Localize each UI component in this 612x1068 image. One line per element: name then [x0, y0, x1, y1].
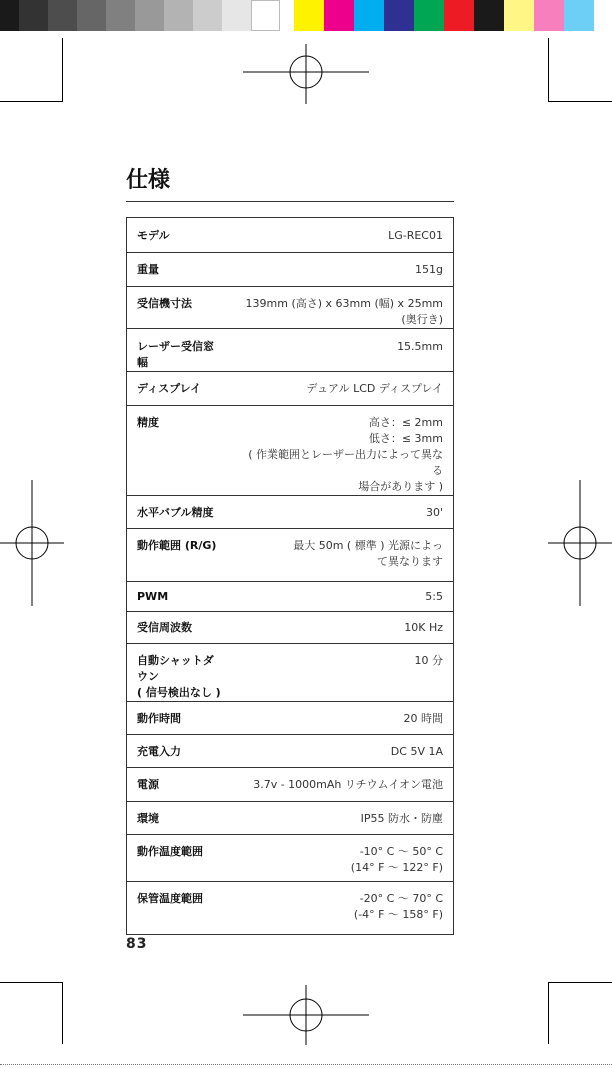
spec-label: ディスプレイ	[127, 372, 232, 406]
spec-row	[127, 329, 454, 372]
spec-value: 20 時間	[231, 702, 453, 735]
crop-mark	[548, 101, 612, 102]
spec-label: 保管温度範囲	[127, 882, 232, 935]
registration-mark-left	[0, 480, 64, 606]
spec-row	[127, 529, 454, 582]
spec-row	[127, 702, 454, 735]
spec-row	[127, 835, 454, 882]
spec-label: 水平バブル精度	[127, 496, 232, 529]
crop-mark	[548, 982, 612, 983]
color-swatch	[354, 0, 384, 31]
color-swatch	[0, 0, 19, 31]
spec-label: モデル	[127, 218, 232, 253]
color-swatch	[294, 0, 324, 31]
spec-row	[127, 218, 454, 253]
spec-row	[127, 802, 454, 835]
spec-value: -10° C ～ 50° C (14° F ～ 122° F)	[231, 835, 453, 882]
page-number: 83	[126, 936, 148, 952]
spec-value: 139mm (高さ) x 63mm (幅) x 25mm (奥行き)	[231, 287, 453, 329]
trim-line	[0, 1064, 612, 1065]
page-title: 仕様	[126, 168, 171, 193]
spec-value: デュアル LCD ディスプレイ	[231, 372, 453, 406]
spec-value: 3.7v - 1000mAh リチウムイオン電池	[231, 768, 453, 802]
spec-label: レーザー受信窓幅	[127, 329, 232, 372]
spec-label: 電源	[127, 768, 232, 802]
color-swatch	[324, 0, 354, 31]
registration-mark-right	[548, 480, 612, 606]
color-swatch	[384, 0, 414, 31]
color-swatch	[251, 0, 280, 31]
color-swatch	[106, 0, 135, 31]
crop-mark	[62, 38, 63, 102]
spec-value: 30'	[231, 496, 453, 529]
spec-table	[126, 217, 454, 935]
color-swatch	[193, 0, 222, 31]
spec-row	[127, 406, 454, 496]
color-swatch	[135, 0, 164, 31]
color-swatch	[444, 0, 474, 31]
color-swatch	[222, 0, 251, 31]
color-swatch	[77, 0, 106, 31]
spec-value: 10K Hz	[231, 612, 453, 644]
spec-label: 動作時間	[127, 702, 232, 735]
color-swatch	[19, 0, 48, 31]
spec-row	[127, 372, 454, 406]
spec-value: 10 分	[231, 644, 453, 702]
spec-row	[127, 644, 454, 702]
spec-value: LG-REC01	[231, 218, 453, 253]
color-swatch	[534, 0, 564, 31]
spec-label: 自動シャットダウン ( 信号検出なし )	[127, 644, 232, 702]
spec-value: IP55 防水・防塵	[231, 802, 453, 835]
spec-value: -20° C ～ 70° C (-4° F ～ 158° F)	[231, 882, 453, 935]
spec-label: 充電入力	[127, 735, 232, 768]
spec-label: 受信周波数	[127, 612, 232, 644]
crop-mark	[548, 982, 549, 1044]
spec-row	[127, 768, 454, 802]
spec-label: 精度	[127, 406, 232, 496]
spec-row	[127, 612, 454, 644]
spec-label: 受信機寸法	[127, 287, 232, 329]
spec-value: 15.5mm	[231, 329, 453, 372]
spec-row	[127, 253, 454, 287]
spec-value: DC 5V 1A	[231, 735, 453, 768]
spec-label: 重量	[127, 253, 232, 287]
color-swatch	[280, 0, 294, 31]
spec-row	[127, 582, 454, 612]
crop-mark	[548, 38, 549, 102]
color-swatch	[414, 0, 444, 31]
spec-value: 151g	[231, 253, 453, 287]
spec-value: 高さ：≤ 2mm 低さ：≤ 3mm ( 作業範囲とレーザー出力によって異なる 場合があります )	[231, 406, 453, 496]
spec-row	[127, 735, 454, 768]
spec-row	[127, 882, 454, 935]
color-swatch	[474, 0, 504, 31]
color-swatch	[564, 0, 594, 31]
color-swatch	[164, 0, 193, 31]
spec-label: 環境	[127, 802, 232, 835]
spec-value: 5:5	[231, 582, 453, 612]
registration-mark-top	[243, 44, 369, 104]
registration-mark-bottom	[243, 985, 369, 1045]
title-divider	[126, 201, 454, 202]
spec-label: 動作温度範囲	[127, 835, 232, 882]
crop-mark	[0, 982, 63, 983]
spec-label: PWM	[127, 582, 232, 612]
spec-row	[127, 496, 454, 529]
color-calibration-bar	[0, 0, 612, 31]
crop-mark	[0, 101, 63, 102]
color-swatch	[504, 0, 534, 31]
color-swatch	[48, 0, 77, 31]
spec-row	[127, 287, 454, 329]
spec-label: 動作範囲 (R/G)	[127, 529, 232, 582]
spec-value: 最大 50m ( 標準 ) 光源によっ て異なります	[231, 529, 453, 582]
crop-mark	[62, 982, 63, 1044]
